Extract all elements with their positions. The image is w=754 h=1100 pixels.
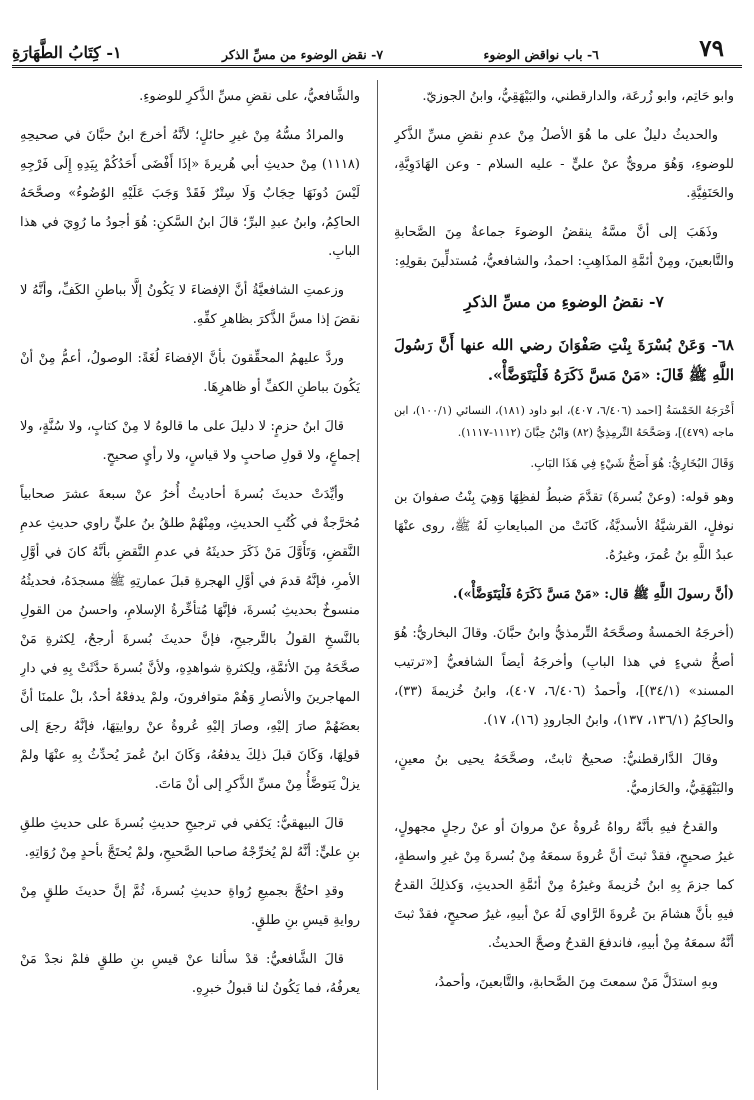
paragraph: وهو قوله: (وعنْ بُسرةَ) تقدَّمَ ضبطُ لفظِهَا وَهِيَ بِنْتُ صفوانَ بن نوفلٍ، القرشيَّةُ الأسديَّةُ، كَانَتْ من المبايعاتِ لَهُ ﷺ، روى عنْهَا عبدُ اللَّهِ بنُ عُمرَ، وغيرُهُ. bbox=[394, 490, 734, 563]
paragraph: قالَ البيهقيُّ: يَكفي في ترجيحِ حديثِ بُسرةَ على حديثِ طلقِ بنِ عليٍّ: أنَّهُ لمْ يُخرِّجْهُ صاحبا الصَّحيحِ، ولمْ يُحتَجَّ بأحدٍ مِنْ رُوَاتِهِ. bbox=[20, 816, 360, 860]
paragraph: والقدحُ فيهِ بأنَّهُ رواهُ عُروةُ عنْ مروانَ أو عنْ رجلٍ مجهولٍ، غيرُ صحيحٍ، فقدْ ثبتَ أنَّ عُروةَ سمعَهُ مِنْ بُسرةَ مِنْ غيرِ واسطةٍ، كما جزمَ بِهِ ابنُ خُزيمةَ وغيرُهُ مِنْ أئمَّةِ الحديثِ، وَكذلِكَ القدحُ فيهِ بأنَّ هشامَ بنَ عُروةَ الرَّاوي لَهُ عنْ أبيهِ، غيرُ صحيحٍ، فقدْ ثبتَ أنَّهُ سمعَهُ مِنْ أبيهِ، فاندفعَ القدحُ وصحَّ الحديثُ. bbox=[394, 820, 734, 951]
bukhari-note: وَقَالَ البُخَارِيُّ: هُوَ أَصَحُّ شَيْءٍ فِي هَذَا البَابِ. bbox=[530, 456, 734, 470]
paragraph: وابو حَاتِم، وابو زُرعَة، والدارقطني، والبَيْهَقِيُّ، وابنُ الجوزيّ. bbox=[422, 89, 734, 104]
page-number: ٧٩ bbox=[699, 35, 724, 62]
takhrij-note: أَخْرَجَهُ الخَمْسَةُ [احمد (٦/٤٠٦، ٤٠٧)، ابو داود (١٨١)، النسائي (١٠٠/١)، ابن ماجه (٤٧٩)]، وَصَحَّحَهُ التِّرمِذِيُّ (٨٢) وَابْنُ حِبَّانَ (١١١٢-١١١٧). bbox=[394, 404, 734, 439]
paragraph: وأيِّدَتْ حديثَ بُسرةَ أحاديثُ أُخرُ عنْ سبعةَ عشرَ صحابياً مُخرَّجةٌ في كُتُبِ الحديثِ، ومِنْهُمْ طلقُ بنُ عليٍّ راوي حديثِ عدمِ النَّقضِ، وَتَأَوَّلَ مَنْ ذَكَرَ حديثَهُ في عدمِ النَّقضِ بأنَّهُ كانَ في أوَّلِ الأمرِ، فإنَّهُ قدمَ في أوَّلِ الهجرةِ قبلَ عمارتِهِ ﷺ مسجدَهُ، فحديثُهُ منسوخٌ بحديثِ بُسرةَ، فإنَّهَا مُتأخِّرةُ الإسلامِ، واحسنُ من القولِ بالنَّسخِ القولُ بالتَّرجيحِ، فإنَّ حديثَ بُسرةَ أرجحُ، لِكثرةِ مَنْ صحَّحَهُ مِنَ الأئمَّةِ، ولِكثرةِ شواهدِهِ، ولأنَّ بُسرةَ حدَّثَتْ بِهِ في دارِ المهاجرينَ والأنصارِ وَهُمْ متوافرونَ، ولمْ يدفعْهُ أحدٌ، بلْ علمنَا أنَّ بعضَهُمْ صارَ إليْهِ، وصارَ إليْهِ عُروةُ عنْ روايتِهَا، فإنَّهُ رجعَ إلى قولِهَا، وَكَانَ قبلَ ذلِكَ يدفعُهُ، وَكَانَ ابنُ عُمرَ يُحدِّثُ بِهِ عنْهَا ولمْ يزلْ يَتوضَّأُ مِنْ مسِّ الذَّكرِ إلى أنْ مَاتَ. bbox=[20, 487, 360, 792]
paragraph: والحديثُ دليلٌ على ما هُوَ الأصلُ مِنْ عدمِ نقضِ مسِّ الذَّكرِ للوضوءِ، وَهُوَ مرويٌّ عنْ عليٍّ - عليه السلام - وعن الهَادَوِيَّةِ، والحَنَفِيَّةِ. bbox=[394, 128, 734, 201]
paragraph: والشَّافعيُّ، على نقضِ مسِّ الذَّكرِ للوضوءِ. bbox=[139, 89, 360, 104]
running-title-book: ١- كِتَابُ الطَّهَارَةِ bbox=[12, 43, 122, 62]
paragraph: والمرادُ مسُّهُ مِنْ غيرِ حائلٍ؛ لأنَّهُ أخرجَ ابنُ حبَّانَ في صحيحِهِ (١١١٨) مِنْ حديثِ أبي هُريرةَ «إذَا أَفْضَى أَحَدُكُمْ بِيَدِهِ إِلَى فَرْجِهِ لَيْسَ دُونَهَا حِجَابٌ وَلَا سِتْرٌ فَقَدْ وَجَبَ عَلَيْهِ الوُضُوءُ» وصحَّحَهُ الحاكِمُ، وابنُ عبدِ البرِّ؛ قالَ ابنُ السَّكنِ: هُوَ أجودُ ما رُوِيَ في هذا البابِ. bbox=[20, 128, 360, 259]
paragraph: وردَّ عليهمُ المحقِّقونَ بأنَّ الإفضاءَ لُغَةً: الوصولُ، أعمُّ مِنْ أنْ يَكُونَ بباطنِ الكفِّ أو ظاهرِهَا. bbox=[20, 351, 360, 395]
section-title: ٧- نقضُ الوضوءِ من مسِّ الذكرِ bbox=[464, 292, 664, 311]
paragraph: قالَ الشَّافعيُّ: قدْ سألنا عنْ قيسِ بنِ طلقٍ فلمْ نجدْ مَنْ يعرفُهُ، فما يَكُونُ لنا قبولُ خبرِهِ. bbox=[20, 952, 360, 996]
running-title-chapter: ٦- باب نواقض الوضوء bbox=[483, 47, 599, 62]
column-divider bbox=[377, 80, 378, 1090]
paragraph: (أخرجَهُ الخمسةُ وصحَّحَهُ التِّرمذيُّ وابنُ حبَّانَ. وقالَ البخاريُّ: هُوَ أصحُّ شيءٍ في هذا البابِ) وأخرجَهُ أيضاً الشافعيُّ [«ترتيب المسند» (٣٤/١)]، وأحمدُ (٦/٤٠٦، ٤٠٧)، وابنُ خُزيمةَ (٣٣)، والحاكِمُ (١٣٦/١، ١٣٧)، وابنُ الجارودِ (١٦)، ١٧). bbox=[394, 626, 734, 728]
left-column bbox=[20, 82, 360, 1082]
paragraph: وذَهَبَ إلى أنَّ مسَّهُ ينقضُ الوضوءَ جماعةٌ مِنَ الصَّحابةِ والتَّابعينَ، ومِنْ أئمَّةِ المذَاهِبِ: احمدُ، والشافعيُّ، مُستدلِّينَ بقولِهِ: bbox=[394, 225, 734, 269]
right-column bbox=[394, 82, 734, 1082]
paragraph: وقدِ احتُجَّ بجميعِ رُواةِ حديثِ بُسرةَ، ثُمَّ إنَّ حديثَ طلقٍ مِنْ روايةِ قيسِ بنِ طلقٍ. bbox=[20, 884, 360, 928]
running-title-section: ٧- نقض الوضوء من مسِّ الذكر bbox=[222, 47, 384, 62]
paragraph: وقالَ الدَّارقطنيُّ: صحيحٌ ثابتٌ، وصحَّحَهُ يحيى بنُ معينٍ، والبَيْهَقِيُّ، والحَازميُّ. bbox=[394, 752, 734, 796]
paragraph: وبهِ استدَلَّ مَنْ سمعتَ مِنَ الصَّحابةِ، والتَّابعينَ، وأحمدُ، bbox=[434, 975, 718, 990]
paragraph: وزعمتِ الشافعيَّةُ أنَّ الإفضاءَ لا يَكُونُ إلَّا بباطنِ الكَفِّ، وأنَّهُ لا نقضَ إذا مسَّ الذَّكرَ بظاهرِ كفِّهِ. bbox=[20, 283, 360, 327]
quoted-hadith: (أنَّ رسولَ اللَّهِ ﷺ قال: «مَنْ مَسَّ ذَكَرَهُ فَلْيَتَوَضَّأْ»). bbox=[452, 587, 734, 602]
running-header bbox=[12, 34, 742, 68]
hadith-text: ٦٨- وَعَنْ بُسْرَةَ بِنْتِ صَفْوَانَ رضي الله عنها أَنَّ رَسُولَ اللَّهِ ﷺ قَالَ: «مَنْ مَسَّ ذَكَرَهُ فَلْيَتَوَضَّأْ». bbox=[394, 336, 734, 384]
paragraph: قالَ ابنُ حزمٍ: لا دليلَ على ما قالوهُ لا مِنْ كتابٍ، ولا سُنَّةٍ، ولا إجماعٍ، ولا قولِ صاحبٍ ولا قياسٍ، ولا رأيٍ صحيحٍ. bbox=[20, 419, 360, 463]
